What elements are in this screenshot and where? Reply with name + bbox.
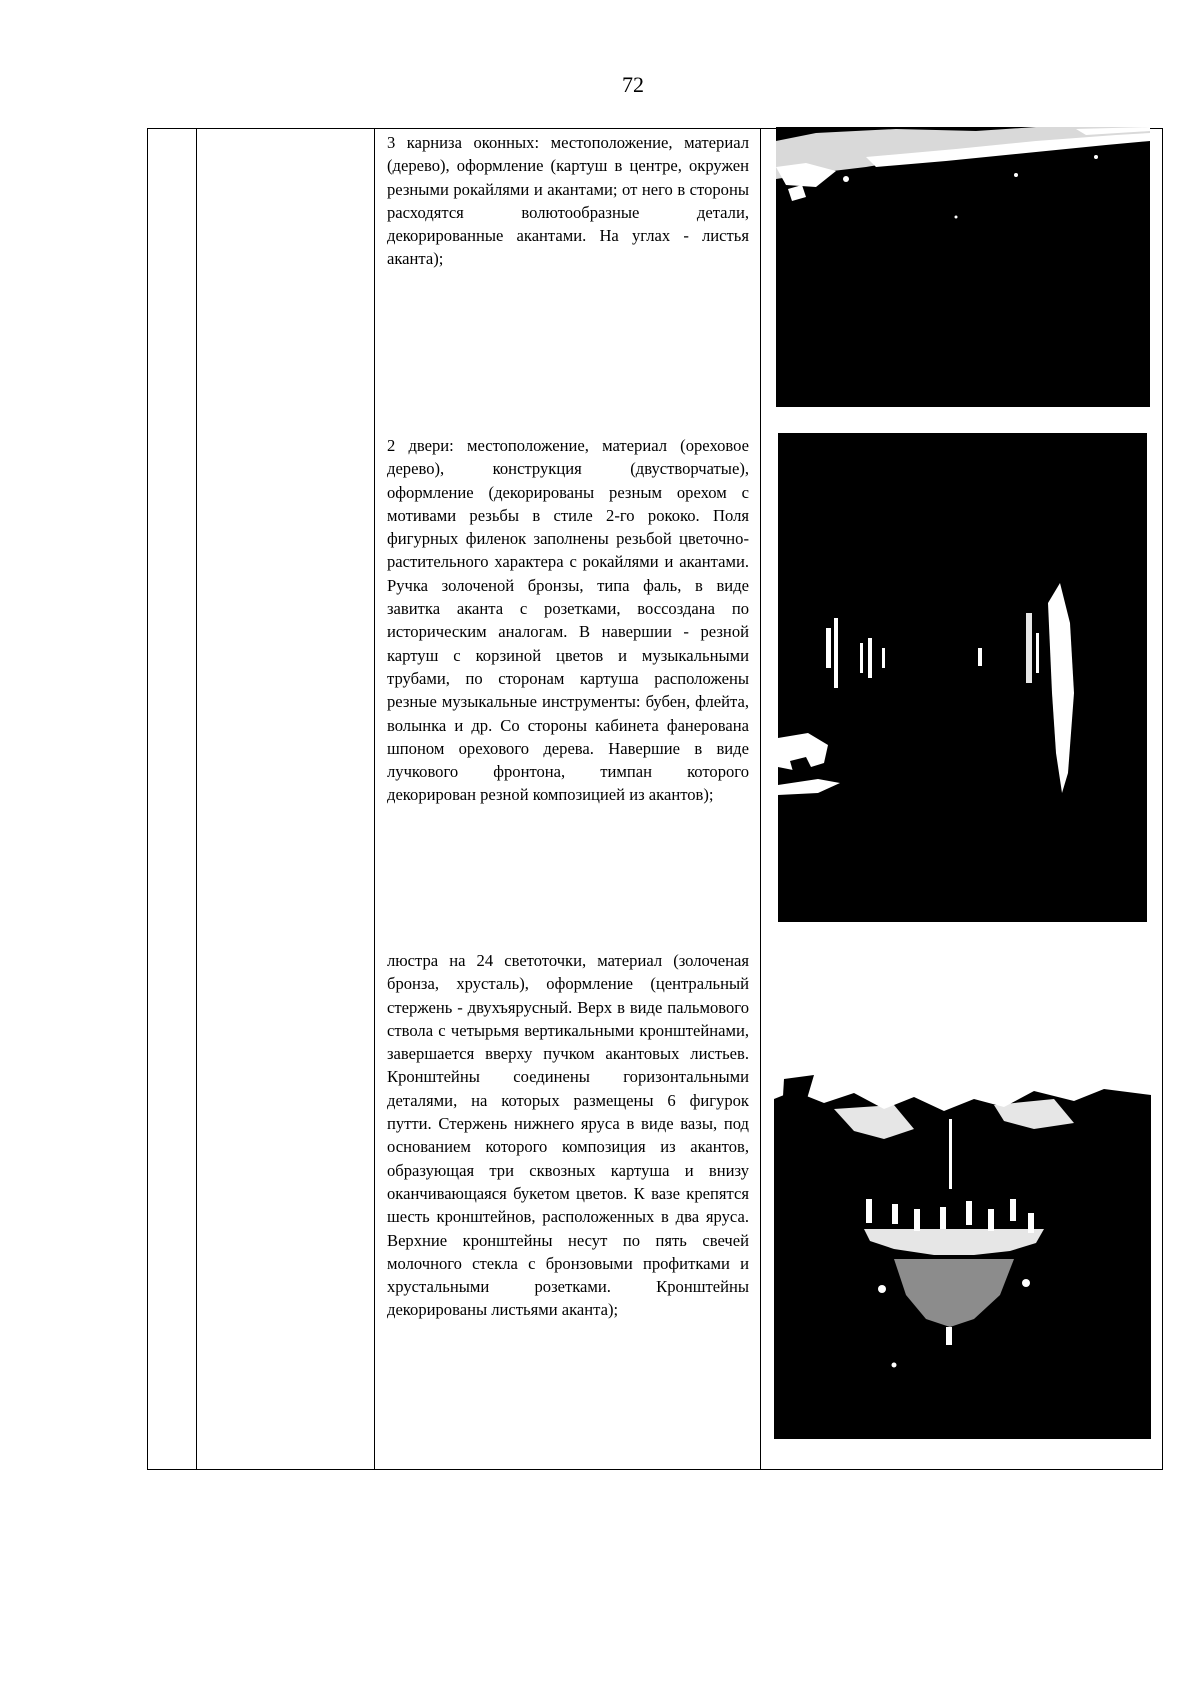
chandelier-photo [774, 1069, 1151, 1439]
cornice-photo [776, 127, 1150, 407]
column-divider [374, 129, 375, 1469]
cornice-description: 3 карниза оконных: местоположение, материал (дерево), оформление (картуш в центре, окружен резными рокайлями и акантами; от него в стороны расходятся волютообразные детали, декорированные акантами. На углах - листья аканта); [387, 133, 749, 269]
page-number: 72 [622, 72, 644, 97]
chandelier-description: люстра на 24 светоточки, материал (золоченая бронза, хрусталь), оформление (центральный стержень - двухъярусный. Верх в виде пальмового ствола с четырьмя вертикальными кронштейнами, завершается вверху пучком акантовых листьев. Кронштейны соединены горизонтальными деталями, на которых размещены 6 фигурок путти. Стержень нижнего яруса в виде вазы, под основанием которого композиция из акантов, образующая три сквозных картуша и внизу оканчивающаяся букетом цветов. К вазе крепятся шесть кронштейнов, расположенных в два яруса. Верхние кронштейны несут по пять свечей молочного стекла с бронзовыми профитками и хрустальными розетками. Кронштейны декорированы листьями аканта); [387, 951, 749, 1320]
column-divider [760, 129, 761, 1469]
door-photo [778, 433, 1147, 922]
column-divider [196, 129, 197, 1469]
door-description: 2 двери: местоположение, материал (ореховое дерево), конструкция (двустворчатые), оформление (декорированы резным орехом с мотивами резьбы в стиле 2-го рококо. Поля фигурных филенок заполнены резьбой цветочно-растительного характера с рокайлями и акантами. Ручка золоченой бронзы, типа фаль, в виде завитка аканта с розетками, воссоздана по историческим аналогам. В навершии - резной картуш с корзиной цветов и музыкальными трубами, по сторонам картуша расположены резные музыкальные инструменты: бубен, флейта, волынка и др. Со стороны кабинета фанерована шпоном орехового дерева. Навершие в виде лучкового фронтона, тимпан которого декорирован резной композицией из акантов); [387, 436, 749, 805]
inventory-table [147, 128, 1163, 1470]
